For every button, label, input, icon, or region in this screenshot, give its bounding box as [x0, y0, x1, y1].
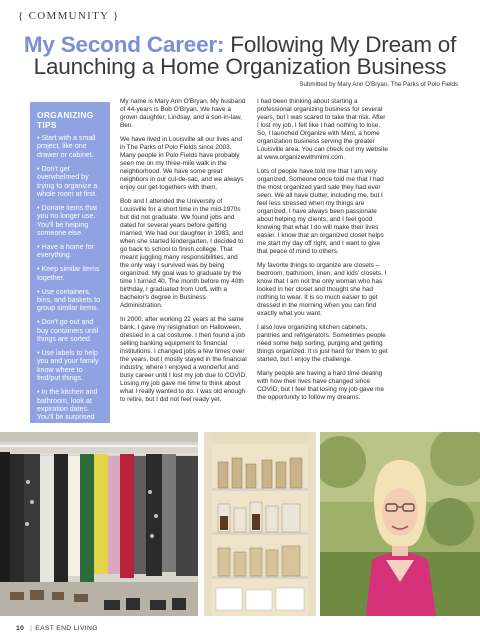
- tip-item: • Keep similar items together.: [37, 265, 100, 282]
- article-paragraph: I also love organizing kitchen cabinets, pantries and refrigerators. Sometimes people need some help sorting, purging and getting things organized. It is just hard for them to get started, but I enjoy the challenge.: [257, 324, 388, 364]
- article-paragraph: Lots of people have told me that I am very organized. Someone once told me that I had the most organized yard sale they had ever seen. We all have clutter, including me, but I feel less stressed when my things are organized. I have always been passionate about helping my clients, and I feel good knowing that what I do will make their lives easier. I know that an organized closet helps me start my day off right, and I want to give that peace of mind to others.: [257, 167, 384, 256]
- tip-item: • Don't get overwhelmed by trying to organize a whole room at first.: [37, 164, 98, 198]
- headline: [14, 34, 466, 78]
- tip-item: • Use containers, bins, and baskets to group similar items.: [37, 287, 101, 313]
- section-tag: { COMMUNITY }: [18, 10, 120, 22]
- tip-item: • Start with a small project, like one drawer or cabinet.: [37, 134, 96, 159]
- article-column-1: [120, 98, 247, 410]
- headline-accent: My Second Career:: [23, 32, 225, 57]
- article-paragraph: In 2000, after working 22 years at the same bank, I gave my resignation on Halloween, dressed in a cat costume. I then found a job selling banking equipment to financial institutions. I changed jobs a few times over the years, but I mostly stayed in the financial industry, where I enjoyed a wonderful and busy career until I lost my job due to COVID. Losing my job gave me time to think about what I really wanted to do. I was old enough to retire, but I did not feel ready yet.: [120, 315, 248, 404]
- article-paragraph: Bob and I attended the University of Louisville for a short time in the mid-1970s but did not graduate. We found jobs and dated for several years before getting married. We had our daughter in 1983, and when she started kindergarten, I decided to go back to school to finish college. That meant juggling many responsibilities, and the only way I survived was by being organized. My goal was to graduate by the time I turned 40. The month before my 40th birthday, I graduated from UofL with a bachelor's degree in Business Administration.: [120, 197, 244, 310]
- tip-item: • Have a home for everything.: [37, 242, 94, 260]
- byline: Submitted by Mary Ann O'Bryan, The Parks of Polo Fields: [299, 81, 458, 88]
- pantry-photo: [204, 432, 316, 616]
- tip-item: • Use labels to help you and your family know where to find/put things.: [37, 349, 99, 383]
- article-paragraph: My favorite things to organize are closets – bedroom, bathroom, linen, and kids' closets. I know that I am not the only woman who has looked in her closet and thought she had nothing to wear. It is so much easier to get dressed in the morning when you can find exactly what you want.: [257, 262, 387, 318]
- article-paragraph: My name is Mary Ann O'Bryan. My husband of 44-years is Bob O'Bryan. We have a grown daughter, Lindsay, and a son-in-law, Ben.: [120, 98, 246, 130]
- headline-rest: Following My Dream of Launching a Home Organization Business: [33, 32, 457, 79]
- tip-item: • In the kitchen and bathroom, look at expiration dates. You'll be surprised how old something: [37, 388, 98, 430]
- closet-photo: [0, 432, 198, 616]
- page-footer: [16, 625, 98, 632]
- tip-item: • Don't go out and buy containers until things are sorted.: [37, 318, 99, 344]
- tip-item: • Donate items that you no longer use. You'll be helping someone else.: [37, 203, 98, 238]
- page-number: 10: [16, 625, 25, 632]
- footer-separator: |: [30, 625, 33, 632]
- organizing-tips-sidebar: [30, 102, 110, 430]
- article-column-2: [257, 98, 389, 408]
- article-paragraph: Many people are having a hard time dealing with how their lives have changed since COVID, but I feel that losing my job gave me the opportunity to follow my dreams.: [257, 369, 385, 401]
- publication-name: EAST END LIVING: [35, 625, 98, 632]
- article-paragraph: We have lived in Louisville all our lives and in The Parks of Polo Fields since 2003. Many people in Polo Fields have probably seen me on my three-mile walk in the neighborhood. We have some great neighbors in our cul-de-sac, and we always enjoy our get-togethers with them.: [120, 135, 244, 192]
- article-paragraph: I had been thinking about starting a professional organizing business for several years, but I was scared to take that risk. After I lost my job, I felt like I had nothing to lose. So, I launched Organize with Mimi, a home organization business serving the greater Louisville area. You can check out my website at www.organizewithmimi.com.: [257, 98, 388, 162]
- author-portrait-photo: [320, 432, 480, 616]
- sidebar-title: ORGANIZING TIPS: [37, 110, 94, 130]
